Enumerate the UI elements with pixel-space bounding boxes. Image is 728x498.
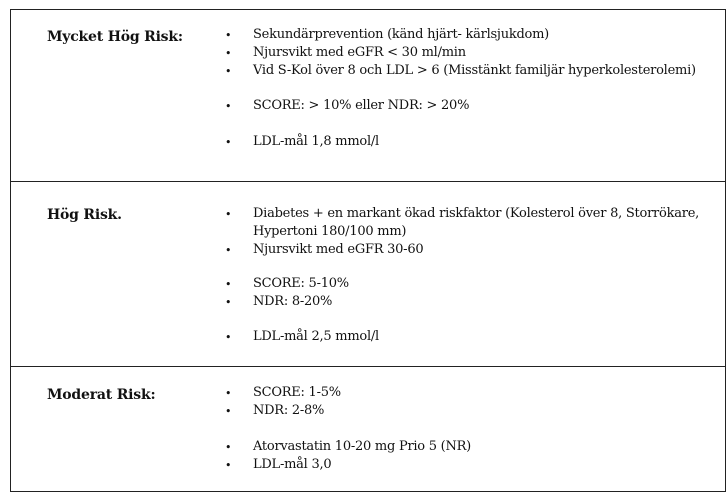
bullet: • bbox=[225, 459, 232, 472]
bullet: • bbox=[225, 100, 232, 113]
list-item: Vid S-Kol över 8 och LDL > 6 (Misstänkt familjär hyperkolesterolemi) bbox=[253, 63, 696, 78]
bullet: • bbox=[225, 136, 232, 149]
risk-label-high: Hög Risk. bbox=[47, 207, 122, 223]
bullet: • bbox=[225, 405, 232, 418]
row-divider bbox=[11, 181, 725, 182]
list-item: SCORE: 5-10% bbox=[253, 276, 349, 291]
bullet: • bbox=[225, 387, 232, 400]
bullet: • bbox=[225, 296, 232, 309]
list-item: Atorvastatin 10-20 mg Prio 5 (NR) bbox=[253, 439, 471, 454]
risk-label-very-high: Mycket Hög Risk: bbox=[47, 29, 183, 45]
list-item: LDL-mål 3,0 bbox=[253, 457, 332, 472]
bullet: • bbox=[225, 331, 232, 344]
list-item: Njursvikt med eGFR 30-60 bbox=[253, 242, 424, 257]
list-item: Sekundärprevention (känd hjärt- kärlsjukdom) bbox=[253, 27, 550, 42]
risk-label-moderate: Moderat Risk: bbox=[47, 387, 156, 403]
list-item: LDL-mål 2,5 mmol/l bbox=[253, 329, 379, 344]
bullet: • bbox=[225, 29, 232, 42]
bullet: • bbox=[225, 47, 232, 60]
list-item: NDR: 2-8% bbox=[253, 403, 325, 418]
bullet: • bbox=[225, 208, 232, 221]
list-item: NDR: 8-20% bbox=[253, 294, 333, 309]
bullet: • bbox=[225, 441, 232, 454]
list-item: LDL-mål 1,8 mmol/l bbox=[253, 134, 379, 149]
row-divider bbox=[11, 366, 725, 367]
bullet: • bbox=[225, 278, 232, 291]
list-item: Njursvikt med eGFR < 30 ml/min bbox=[253, 45, 466, 60]
bullet: • bbox=[225, 244, 232, 257]
list-item: SCORE: 1-5% bbox=[253, 385, 341, 400]
list-item: SCORE: > 10% eller NDR: > 20% bbox=[253, 98, 470, 113]
list-item: Diabetes + en markant ökad riskfaktor (Kolesterol över 8, Storrökare, Hypertoni 180/100 mm) bbox=[253, 206, 700, 239]
bullet: • bbox=[225, 65, 232, 78]
risk-table bbox=[10, 9, 726, 492]
